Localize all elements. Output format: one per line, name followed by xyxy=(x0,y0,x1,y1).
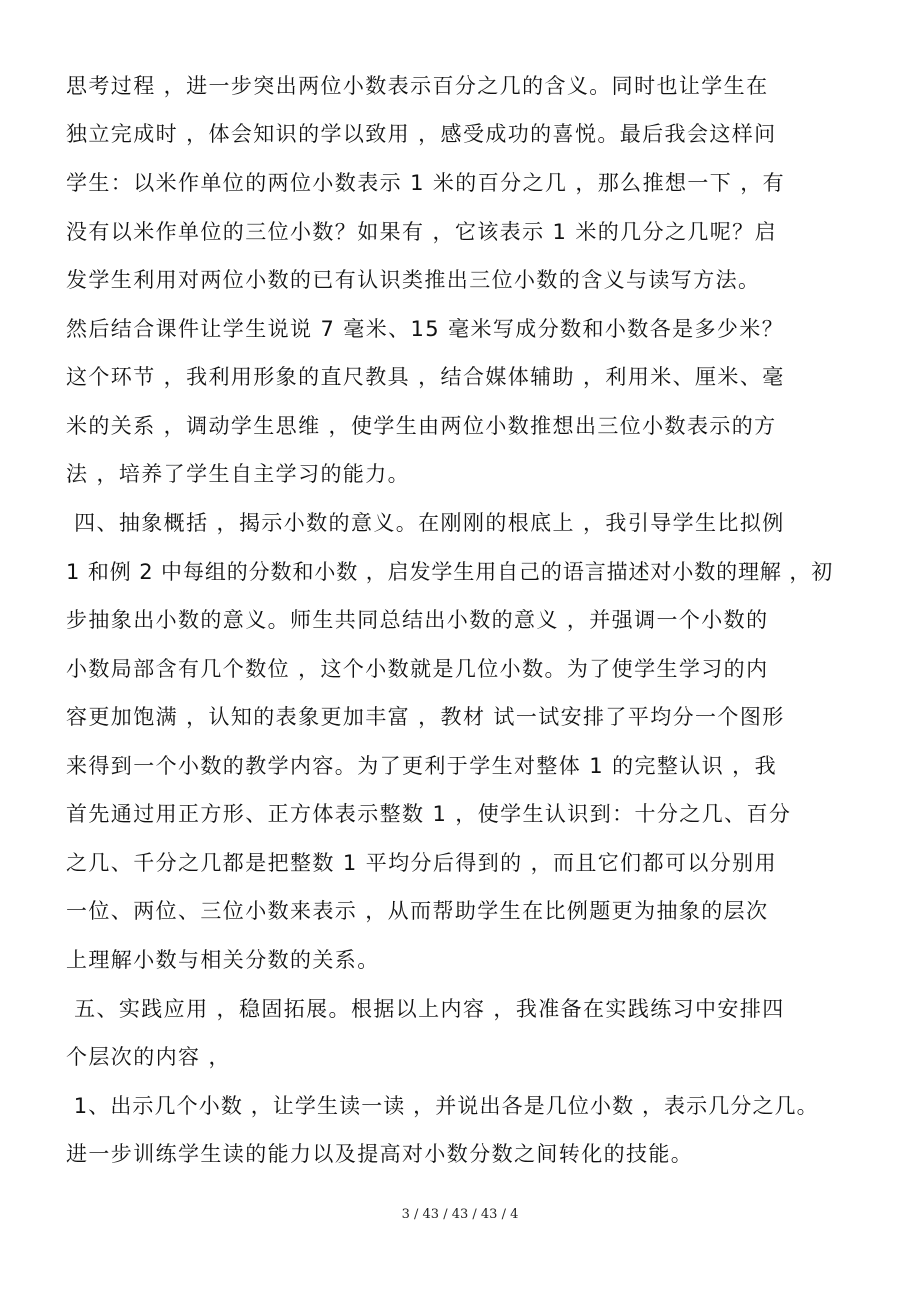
text-line: 1 和例 2 中每组的分数和小数 ，启发学生用自己的语言描述对小数的理解 ，初 xyxy=(66,560,834,584)
text-line: 然后结合课件让学生说说 7 毫米、15 毫米写成分数和小数各是多少米？ xyxy=(66,317,785,341)
text-line: 一位、两位、三位小数来表示 ，从而帮助学生在比例题更为抽象的层次 xyxy=(66,899,769,923)
text-line: 容更加饱满 ，认知的表象更加丰富 ，教材 试一试安排了平均分一个图形 xyxy=(66,705,785,729)
text-line: 首先通过用正方形、正方体表示整数 1 ，使学生认识到：十分之几、百分 xyxy=(66,802,792,826)
section-heading-4: 四、抽象概括 ，揭示小数的意义。在刚刚的根底上 ，我引导学生比拟例 xyxy=(66,511,785,535)
text-line: 之几、千分之几都是把整数 1 平均分后得到的 ，而且它们都可以分别用 xyxy=(66,851,777,875)
text-line: 步抽象出小数的意义。师生共同总结出小数的意义 ，并强调一个小数的 xyxy=(66,608,769,632)
text-line: 来得到一个小数的教学内容。为了更利于学生对整体 1 的完整认识 ，我 xyxy=(66,754,777,778)
text-line: 法 ，培养了学生自主学习的能力。 xyxy=(66,462,411,486)
text-line: 米的关系 ，调动学生思维 ，使学生由两位小数推想出三位小数表示的方 xyxy=(66,414,777,438)
section-heading-5: 五、实践应用 ，稳固拓展。根据以上内容 ，我准备在实践练习中安排四 xyxy=(66,997,785,1021)
text-line: 进一步训练学生读的能力以及提高对小数分数之间转化的技能。 xyxy=(66,1142,694,1166)
text-line: 没有以米作单位的三位小数？如果有 ，它该表示 1 米的几分之几呢？启 xyxy=(66,220,777,244)
text-line: 思考过程 ，进一步突出两位小数表示百分之几的含义。同时也让学生在 xyxy=(66,74,769,98)
text-line: 独立完成时 ，体会知识的学以致用 ，感受成功的喜悦。最后我会这样问 xyxy=(66,122,777,146)
text-line: 个层次的内容 ， xyxy=(66,1045,231,1069)
text-line: 学生：以米作单位的两位小数表示 1 米的百分之几 ，那么推想一下 ，有 xyxy=(66,171,786,195)
page-number: 3 / 43 / 43 / 43 / 4 xyxy=(401,1207,519,1222)
list-item-1: 1、出示几个小数 ，让学生读一读 ，并说出各是几位小数 ，表示几分之几。 xyxy=(66,1094,819,1118)
text-line: 发学生利用对两位小数的已有认识类推出三位小数的含义与读写方法。 xyxy=(66,268,761,292)
text-line: 上理解小数与相关分数的关系。 xyxy=(66,948,380,972)
text-line: 这个环节 ，我利用形象的直尺教具 ，结合媒体辅助 ，利用米、厘米、毫 xyxy=(66,365,785,389)
text-line: 小数局部含有几个数位 ，这个小数就是几位小数。为了使学生学习的内 xyxy=(66,657,769,681)
